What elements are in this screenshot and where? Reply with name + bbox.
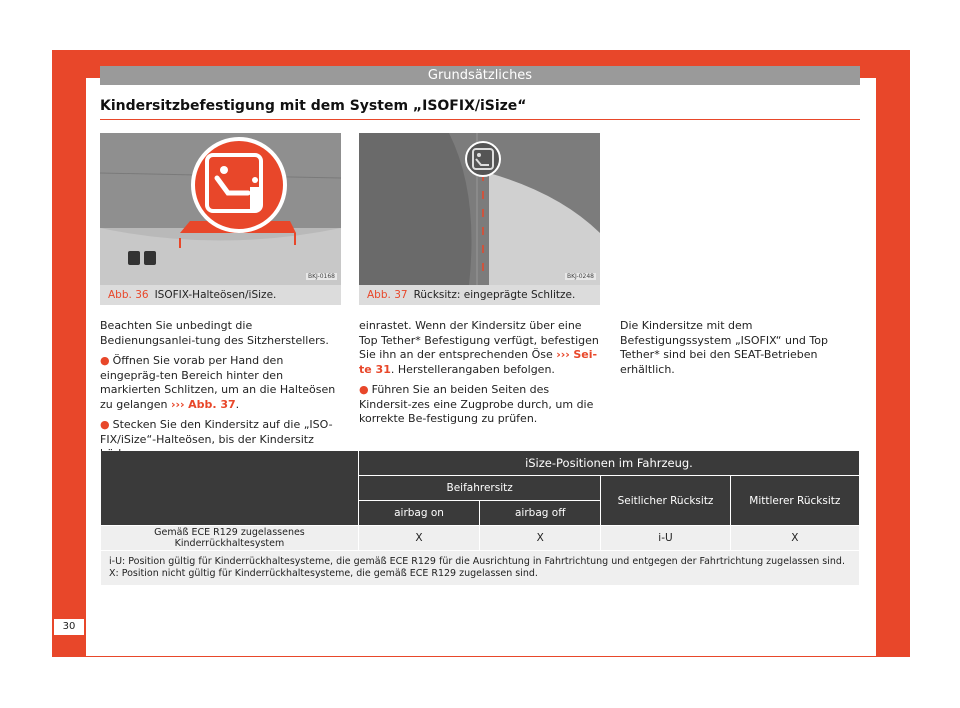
availability-paragraph: Die Kindersitze mit dem Befestigungssystem „ISOFIX“ und Top Tether* sind bei den SEAT-Betrieben erhältlich. <box>620 319 828 376</box>
figure-36-caption <box>100 285 341 305</box>
figure-36-number: Abb. 36 <box>108 289 149 301</box>
table-header-beifahrer: Beifahrersitz <box>359 476 600 500</box>
table-notes-row <box>101 551 859 585</box>
table-header-seitlich: Seitlicher Rücksitz <box>601 476 729 525</box>
isize-positions-table <box>100 450 860 586</box>
figure-37-image <box>359 133 600 285</box>
top-tether-tail: . Herstellerangaben befolgen. <box>390 362 555 376</box>
intro-paragraph: Beachten Sie unbedingt die Bedienungsanlei-tung des Sitzherstellers. <box>100 319 329 347</box>
bullet-attach-seat-text: Stecken Sie den Kindersitz auf die „ISO-FIX/iSize“-Halteösen, bis der Kindersitz <box>100 418 333 446</box>
bullet-icon: ● <box>100 354 110 367</box>
figure-36-code: BKJ-0168 <box>307 273 335 280</box>
figure-37-link[interactable]: Abb. 37 <box>188 397 236 411</box>
chapter-header: Grundsätzliches <box>100 66 860 85</box>
figure-37-caption <box>359 285 600 305</box>
figure-37-number: Abb. 37 <box>367 289 408 301</box>
page-31-link[interactable]: Sei-te 31 <box>359 348 598 376</box>
table-row-label: Gemäß ECE R129 zugelassenes Kinderrückhaltesystem <box>101 526 358 550</box>
table-header-airbag-off: airbag off <box>480 501 600 525</box>
bullet-open-area-text: Öffnen Sie vorab per Hand den eingepräg-ten Bereich hinter den markierten Schlitzen, um an die Halteösen zu gelangen <box>100 354 336 411</box>
table-note-iu: i-U: Position gültig für Kinderrückhaltesysteme, die gemäß ECE R129 für die Ausrichtung in Fahrtrichtung und entgegen der Fahrtrichtung zugelassen sind. <box>109 556 845 567</box>
table-header-mittlerer: Mittlerer Rücksitz <box>731 476 859 525</box>
bullet-pull-test <box>359 383 599 427</box>
rear-seat-slots-illustration <box>359 133 600 285</box>
figure-37-caption-text: Rücksitz: eingeprägte Schlitze. <box>413 289 576 301</box>
section-title: Kindersitzbefestigung mit dem System „ISOFIX/iSize“ <box>100 98 527 114</box>
figure-36-caption-text: ISOFIX-Halteösen/iSize. <box>154 289 277 301</box>
top-tether-paragraph <box>359 319 599 377</box>
text-column-2 <box>359 319 599 433</box>
bullet-icon: ● <box>359 383 369 396</box>
table-main-header: iSize-Positionen im Fahrzeug. <box>359 451 859 475</box>
bullet-icon: ● <box>100 418 110 431</box>
table-header-airbag-on: airbag on <box>359 501 479 525</box>
table-notes <box>101 551 859 585</box>
isofix-anchor-illustration <box>100 133 341 285</box>
figure-36 <box>100 133 341 305</box>
arrow-icon: ››› <box>556 348 570 361</box>
table-cell-airbag-on: X <box>359 526 479 550</box>
text-column-3 <box>620 319 860 383</box>
page-number: 30 <box>54 619 84 635</box>
top-tether-text: einrastet. Wenn der Kindersitz über eine Top Tether* Befestigung verfügt, befestigen Sie ihn an der entsprechenden Öse <box>359 319 599 361</box>
text-column-1 <box>100 319 340 468</box>
table-corner-cell <box>101 451 358 525</box>
bullet-open-area: ● Öffnen Sie vorab per Hand den eingepräg-ten Bereich hinter den markierten Schlitzen, um an die Halteösen zu gelangen ››› Abb. 37. <box>100 354 336 411</box>
arrow-icon: ››› <box>170 397 185 411</box>
table-row <box>101 526 859 550</box>
table-note-x: X: Position nicht gültig für Kinderrückhaltesysteme, die gemäß ECE R129 zugelassen sind. <box>109 568 538 579</box>
figure-37 <box>359 133 600 305</box>
figure-37-code: BKJ-0248 <box>566 273 594 280</box>
table-cell-mittlerer: X <box>731 526 859 550</box>
table-cell-seitlich: i-U <box>601 526 729 550</box>
table-cell-airbag-off: X <box>480 526 600 550</box>
bullet-pull-test-text: Führen Sie an beiden Seiten des Kindersit-zes eine Zugprobe durch, um die korrekte Be-festigung zu prüfen. <box>359 383 594 425</box>
title-rule <box>100 119 860 120</box>
figure-36-image <box>100 133 341 285</box>
